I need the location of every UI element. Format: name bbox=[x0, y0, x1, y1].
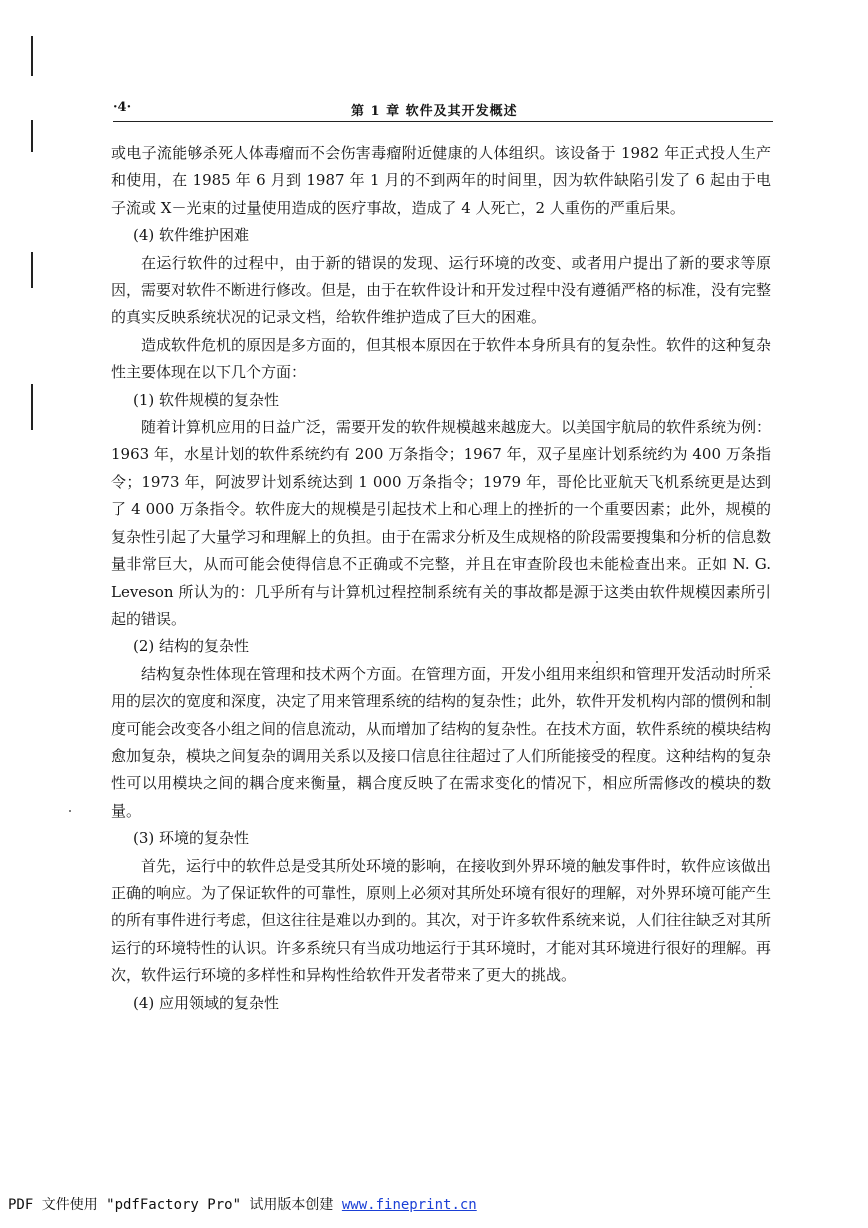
paragraph: 或电子流能够杀死人体毒瘤而不会伤害毒瘤附近健康的人体组织。该设备于 1982 年正式投人生产和使用，在 1985 年 6 月到 1987 年 1 月的不到两年的时间里，因为软件缺陷引发了 6 起由于电子流或 X－光束的过量使用造成的医疗事故，造成了 4 人死亡，2 人重伤的严重后果。 bbox=[111, 144, 771, 217]
footer-text: PDF 文件使用 "pdfFactory Pro" 试用版本创建 bbox=[8, 1197, 342, 1213]
section-heading: (4) 软件维护困难 bbox=[133, 226, 250, 245]
header-divider bbox=[113, 121, 773, 122]
section-heading: (4) 应用领域的复杂性 bbox=[133, 993, 280, 1012]
paragraph: 在运行软件的过程中，由于新的错误的发现、运行环境的改变、或者用户提出了新的要求等原因，需要对软件不断进行修改。但是，由于在软件设计和开发过程中没有遵循严格的标准，没有完整的真实反映系统状况的记录文档，给软件维护造成了巨大的困难。 bbox=[111, 253, 772, 327]
scan-speck bbox=[69, 810, 71, 812]
page-body bbox=[111, 140, 771, 1017]
paragraph: 随着计算机应用的日益广泛，需要开发的软件规模越来越庞大。以美国宇航局的软件系统为例：1963 年，水星计划的软件系统约有 200 万条指令；1967 年，双子星座计划系统约为 400 万条指令；1973 年，阿波罗计划系统达到 1 000 万条指令；1979 年，哥伦比亚航天飞机系统更是达到了 4 000 万条指令。软件庞大的规模是引起技术上和心理上的挫折的一个重要因素；此外，规模的复杂性引起了大量学习和理解上的负担。由于在需求分析及生成规格的阶段需要搜集和分析的信息数量非常巨大，从而可能会使得信息不正确或不完整，并且在审查阶段也未能检查出来。正如 N. G. Leveson 所认为的：几乎所有与计算机过程控制系统有关的事故都是源于这类由软件规模因素所引起的错误。 bbox=[111, 418, 772, 628]
scan-margin-mark bbox=[31, 120, 33, 152]
paragraph: 造成软件危机的原因是多方面的，但其根本原因在于软件本身所具有的复杂性。软件的这种复杂性主要体现在以下几个方面： bbox=[111, 335, 772, 382]
section-heading: (2) 结构的复杂性 bbox=[133, 637, 250, 656]
section-heading: (3) 环境的复杂性 bbox=[133, 829, 250, 848]
page-number: ·4· bbox=[113, 100, 132, 115]
paragraph: 结构复杂性体现在管理和技术两个方面。在管理方面，开发小组用来组织和管理开发活动时所采用的层次的宽度和深度，决定了用来管理系统的结构的复杂性；此外，软件开发机构内部的惯例和制度可能会改变各小组之间的信息流动，从而增加了结构的复杂性。在技术方面，软件系统的模块结构愈加复杂，模块之间复杂的调用关系以及接口信息往往超过了人们所能接受的程度。这种结构的复杂性可以用模块之间的耦合度来衡量，耦合度反映了在需求变化的情况下，相应所需修改的模块的数量。 bbox=[111, 664, 772, 820]
scan-margin-mark bbox=[31, 36, 33, 76]
scan-margin-mark bbox=[31, 252, 33, 288]
pdf-footer bbox=[8, 1194, 477, 1214]
footer-link[interactable]: www.fineprint.cn bbox=[341, 1197, 477, 1213]
running-header bbox=[113, 100, 773, 122]
section-heading: (1) 软件规模的复杂性 bbox=[133, 390, 280, 409]
scan-margin-mark bbox=[31, 384, 33, 430]
paragraph: 首先，运行中的软件总是受其所处环境的影响，在接收到外界环境的触发事件时，软件应该做出正确的响应。为了保证软件的可靠性，原则上必须对其所处环境有很好的理解，对外界环境可能产生的所有事件进行考虑，但这往往是难以办到的。其次，对于许多软件系统来说，人们往往缺乏对其所运行的环境特性的认识。许多系统只有当成功地运行于其环境时，才能对其环境进行很好的理解。再次，软件运行环境的多样性和异构性给软件开发者带来了更大的挑战。 bbox=[111, 856, 772, 985]
chapter-title: 第 1 章 软件及其开发概述 bbox=[351, 104, 518, 119]
